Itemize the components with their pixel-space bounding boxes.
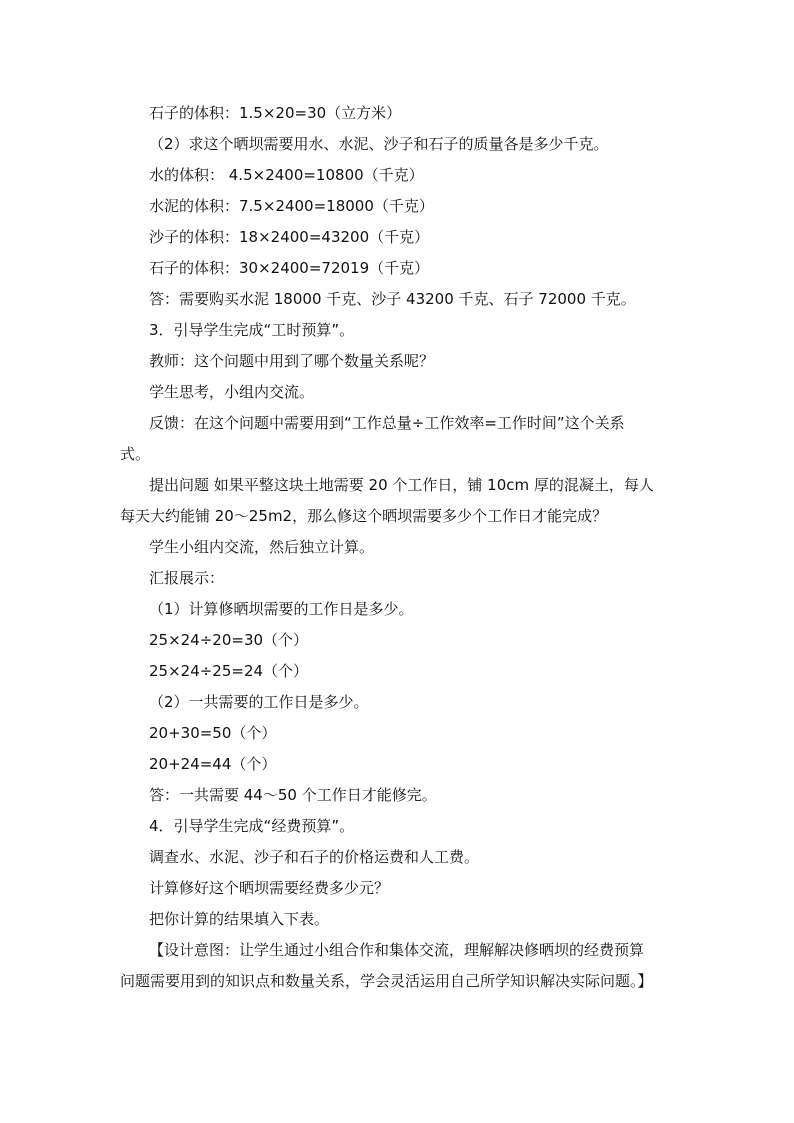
- text-line: 反馈：在这个问题中需要用到“工作总量÷工作效率=工作时间”这个关系: [149, 414, 625, 432]
- text-line: （2）求这个晒坝需要用水、水泥、沙子和石子的质量各是多少千克。: [149, 135, 609, 153]
- text-line: 学生小组内交流，然后独立计算。: [149, 538, 375, 556]
- text-line: 25×24÷25=24（个）: [149, 662, 309, 680]
- text-line: 20+24=44（个）: [149, 755, 277, 773]
- text-line: 石子的体积：30×2400=72019（千克）: [149, 259, 430, 277]
- text-line: 石子的体积：1.5×20=30（立方米）: [149, 104, 402, 122]
- text-line: （1）计算修晒坝需要的工作日是多少。: [149, 600, 414, 618]
- text-line: 沙子的体积：18×2400=43200（千克）: [149, 228, 430, 246]
- text-line: 答：一共需要 44～50 个工作日才能修完。: [149, 786, 437, 804]
- text-line: 3．引导学生完成“工时预算”。: [149, 321, 355, 339]
- text-line: 25×24÷20=30（个）: [149, 631, 309, 649]
- text-line: 学生思考，小组内交流。: [149, 383, 315, 401]
- text-line: 水泥的体积：7.5×2400=18000（千克）: [149, 197, 434, 215]
- text-line: 汇报展示：: [149, 569, 225, 587]
- text-line: 教师：这个问题中用到了哪个数量关系呢？: [149, 352, 435, 370]
- text-line: 答：需要购买水泥 18000 千克、沙子 43200 千克、石子 72000 千克。: [149, 290, 636, 308]
- text-line: 提出问题 如果平整这块土地需要 20 个工作日，铺 10cm 厚的混凝土，每人: [149, 476, 654, 494]
- text-line: 水的体积： 4.5×2400=10800（千克）: [149, 166, 424, 184]
- text-line: 4．引导学生完成“经费预算”。: [149, 817, 355, 835]
- text-line: 20+30=50（个）: [149, 724, 277, 742]
- text-line: （2）一共需要的工作日是多少。: [149, 693, 369, 711]
- text-line: 把你计算的结果填入下表。: [149, 910, 330, 928]
- text-line: 式。: [120, 445, 151, 463]
- text-line: 计算修好这个晒坝需要经费多少元？: [149, 879, 390, 897]
- text-line: 【设计意图：让学生通过小组合作和集体交流，理解解决修晒坝的经费预算: [149, 941, 645, 959]
- text-line: 每天大约能铺 20～25m2，那么修这个晒坝需要多少个工作日才能完成？: [120, 507, 608, 525]
- text-line: 问题需要用到的知识点和数量关系，学会灵活运用自己所学知识解决实际问题。】: [120, 972, 653, 990]
- text-line: 调查水、水泥、沙子和石子的价格运费和人工费。: [149, 848, 480, 866]
